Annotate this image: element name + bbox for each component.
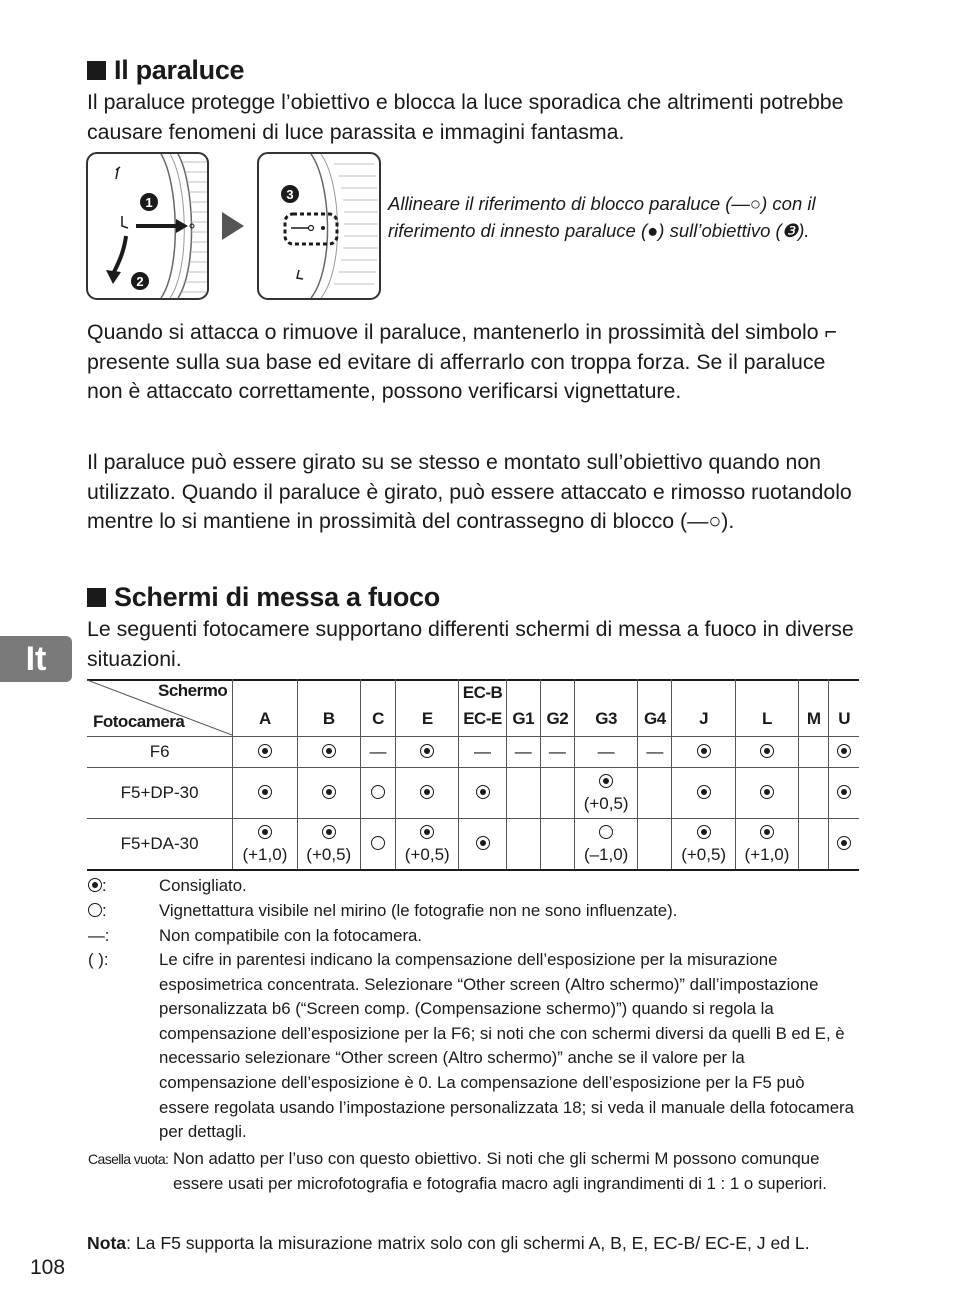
column-header-c: C	[360, 679, 395, 736]
table-cell	[638, 736, 672, 767]
table-cell	[672, 736, 735, 767]
table-cell	[233, 767, 297, 818]
recommended-icon	[697, 785, 711, 799]
incompatible-dash: —	[369, 741, 387, 761]
recommended-icon	[258, 785, 272, 799]
column-header-u: U	[829, 679, 859, 736]
table-cell	[540, 818, 574, 870]
column-header-e: E	[396, 679, 459, 736]
recommended-icon	[760, 825, 774, 839]
table-cell	[672, 818, 735, 870]
column-header-b: B	[297, 679, 360, 736]
table-cell	[574, 818, 637, 870]
table-cell	[396, 736, 459, 767]
compensation-value: (+1,0)	[242, 844, 288, 864]
step-1-number: 1	[145, 195, 153, 210]
arrow-right-icon	[222, 212, 244, 240]
compensation-value: (–1,0)	[583, 844, 629, 864]
recommended-icon	[420, 825, 434, 839]
recommended-icon	[760, 785, 774, 799]
table-row	[87, 818, 859, 870]
note-label: Nota	[87, 1233, 127, 1253]
vignetting-icon	[371, 836, 385, 850]
table-row	[87, 767, 859, 818]
figure-caption: Allineare il riferimento di blocco paraluce (—○) con il riferimento di innesto paraluce (●) sull’obiettivo (❸).	[388, 193, 816, 241]
compensation-value: (+1,0)	[744, 844, 790, 864]
column-header-j: J	[672, 679, 735, 736]
recommended-icon	[420, 785, 434, 799]
table-cell	[506, 818, 540, 870]
recommended-icon	[599, 774, 613, 788]
screens-intro	[87, 615, 867, 674]
table-cell	[735, 767, 798, 818]
table-cell	[459, 767, 506, 818]
recommended-icon	[322, 785, 336, 799]
table-cell	[540, 736, 574, 767]
table-cell	[297, 736, 360, 767]
recommended-icon	[88, 878, 102, 892]
vignetting-icon	[88, 903, 102, 917]
table-cell	[459, 818, 506, 870]
table-cell	[574, 736, 637, 767]
focusing-screen-table	[87, 679, 859, 871]
vignetting-icon	[599, 825, 613, 839]
compensation-value: (+0,5)	[306, 844, 352, 864]
step-1-2-figure	[87, 153, 208, 299]
para-1-text: Quando si attacca o rimuove il paraluce, mantenerlo in prossimità del simbolo ⌐ presente sulla sua base ed evitare di afferrarlo con troppa forza. Se il paraluce non è attaccato correttamente, possono verificarsi vignettature.	[87, 320, 837, 404]
table-row	[87, 736, 859, 767]
column-header-g3: G3	[574, 679, 637, 736]
column-header-l: L	[735, 679, 798, 736]
incompatible-dash: —	[474, 741, 492, 761]
column-header-a: A	[233, 679, 297, 736]
lens-hood-intro	[87, 88, 857, 147]
incompatible-dash: —	[548, 741, 566, 761]
step-2-number: 2	[136, 274, 144, 289]
table-cell	[574, 767, 637, 818]
table-cell	[506, 736, 540, 767]
table-cell	[638, 818, 672, 870]
compensation-value: (+0,5)	[583, 793, 629, 813]
compensation-value: (+0,5)	[681, 844, 727, 864]
table-cell	[233, 818, 297, 870]
recommended-icon	[476, 836, 490, 850]
column-header-g4: G4	[638, 679, 672, 736]
vignetting-icon	[371, 785, 385, 799]
table-cell	[459, 736, 506, 767]
incompatible-dash: —	[597, 741, 615, 761]
table-cell	[829, 736, 859, 767]
table-cell	[297, 818, 360, 870]
camera-cell: F5+DA-30	[87, 818, 233, 870]
note-text: : La F5 supporta la misurazione matrix solo con gli schermi A, B, E, EC-B/ EC-E, J ed L.	[126, 1233, 810, 1253]
intro-text: Il paraluce protegge l’obiettivo e blocca la luce sporadica che altrimenti potrebbe causare fenomeni di luce parassita e immagini fantasma.	[87, 90, 844, 144]
recommended-icon	[837, 785, 851, 799]
step-3-figure	[258, 153, 380, 299]
table-cell	[233, 736, 297, 767]
camera-cell: F5+DP-30	[87, 767, 233, 818]
table-cell	[396, 818, 459, 870]
column-header-m: M	[799, 679, 829, 736]
corner-header-cell	[87, 679, 233, 736]
para-2-text: Il paraluce può essere girato su se stesso e montato sull’obiettivo quando non utilizzato. Quando il paraluce è girato, può essere attaccato e rimosso ruotandolo mentre lo si mantiene in prossimità del contrassegno di blocco (—○).	[87, 450, 852, 534]
table-cell	[540, 767, 574, 818]
corner-screen-label: Schermo	[158, 681, 228, 700]
table-cell	[735, 818, 798, 870]
incompatible-dash: —	[514, 741, 532, 761]
language-tab: It	[0, 636, 72, 682]
lens-hood-para-1	[87, 318, 859, 407]
table-cell	[638, 767, 672, 818]
lens-hood-illustration	[86, 152, 382, 302]
table-cell	[297, 767, 360, 818]
recommended-icon	[322, 825, 336, 839]
table-cell	[672, 767, 735, 818]
table-cell	[360, 767, 395, 818]
section-heading-focusing-screens	[87, 582, 440, 613]
page-number: 108	[30, 1256, 66, 1279]
step-3-number: 3	[286, 187, 294, 202]
table-cell	[799, 736, 829, 767]
recommended-icon	[420, 744, 434, 758]
column-header-ec-b-ec-e: EC-B EC-E	[459, 679, 506, 736]
column-header-g2: G2	[540, 679, 574, 736]
recommended-icon	[697, 744, 711, 758]
recommended-icon	[760, 744, 774, 758]
recommended-icon	[258, 744, 272, 758]
table-cell	[799, 767, 829, 818]
heading-square-icon	[87, 588, 106, 607]
heading-square-icon	[87, 61, 106, 80]
recommended-icon	[258, 825, 272, 839]
heading-text: Il paraluce	[114, 55, 245, 85]
table-cell	[360, 818, 395, 870]
table-cell	[360, 736, 395, 767]
corner-camera-label: Fotocamera	[93, 711, 185, 731]
table-cell	[506, 767, 540, 818]
screens-intro-text: Le seguenti fotocamere supportano differenti schermi di messa a fuoco in diverse situazioni.	[87, 617, 854, 671]
camera-cell: F6	[87, 736, 233, 767]
table-header-row	[87, 679, 859, 736]
section-heading-lens-hood	[87, 55, 244, 86]
lens-hood-para-2	[87, 448, 859, 537]
table-cell	[799, 818, 829, 870]
compensation-value: (+0,5)	[404, 844, 450, 864]
recommended-icon	[837, 836, 851, 850]
table-cell	[396, 767, 459, 818]
table-cell	[829, 818, 859, 870]
heading-text: Schermi di messa a fuoco	[114, 582, 440, 612]
recommended-icon	[837, 744, 851, 758]
recommended-icon	[322, 744, 336, 758]
column-header-g1: G1	[506, 679, 540, 736]
table-cell	[735, 736, 798, 767]
recommended-icon	[697, 825, 711, 839]
recommended-icon	[476, 785, 490, 799]
note	[87, 1233, 810, 1254]
incompatible-dash: —	[646, 741, 664, 761]
table-cell	[829, 767, 859, 818]
